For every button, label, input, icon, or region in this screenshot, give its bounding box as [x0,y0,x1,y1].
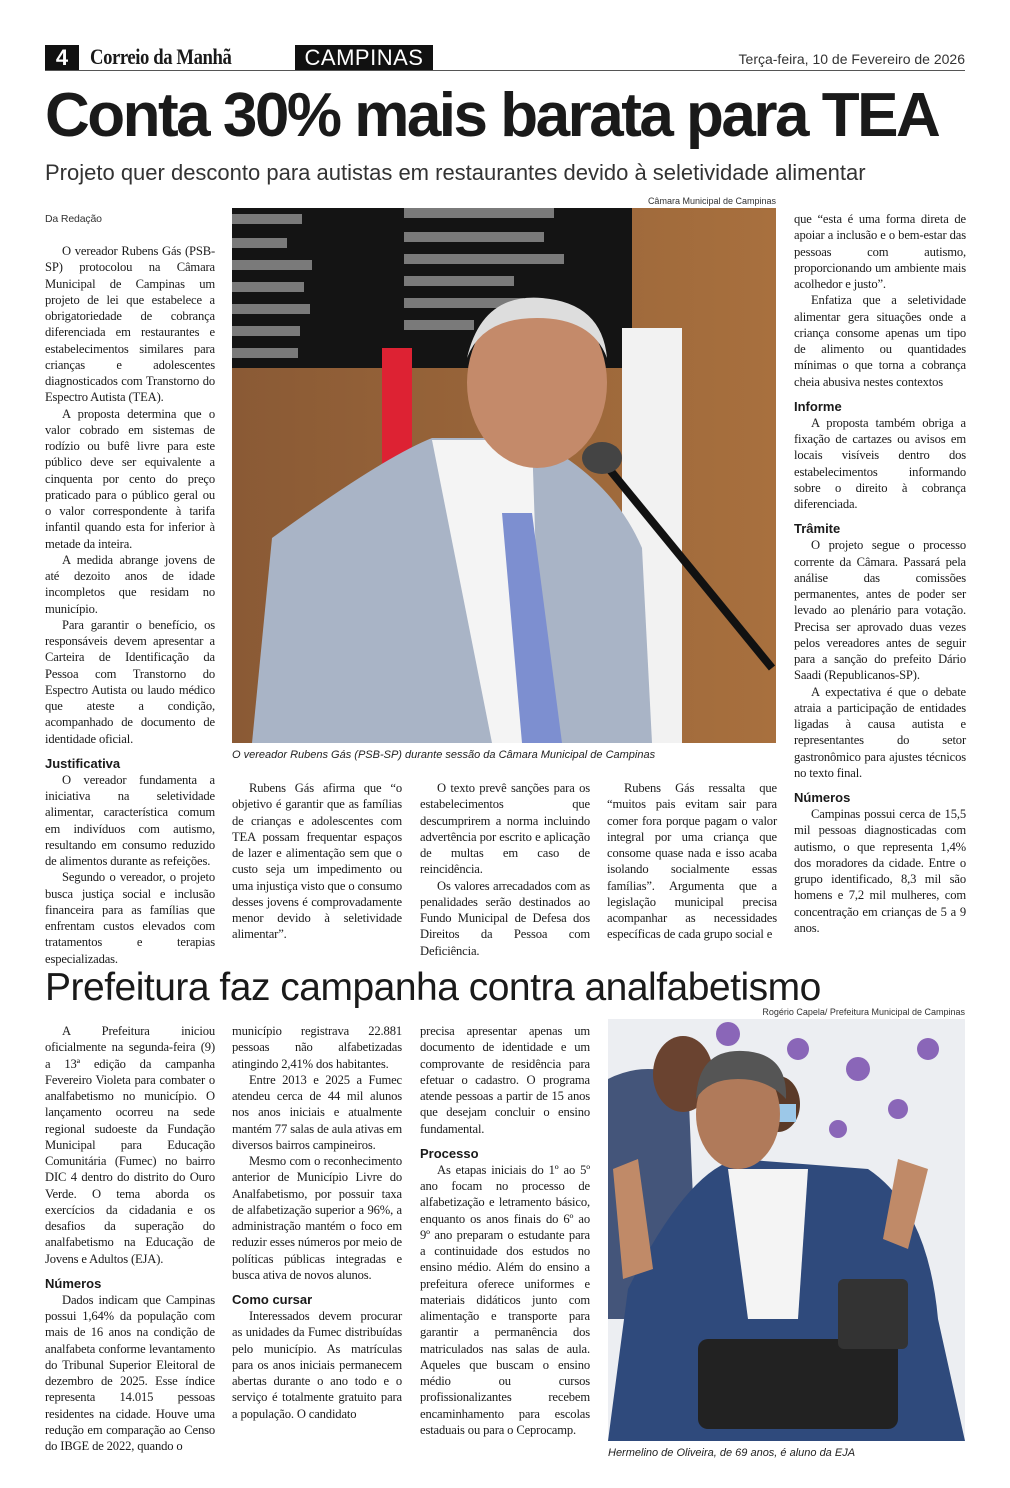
photo-caption: O vereador Rubens Gás (PSB-SP) durante sessão da Câmara Municipal de Campinas [232,749,656,761]
body-paragraph: que “esta é uma forma direta de apoiar a inclusão e o bem-estar das pessoas com autismo, proporcionando um ambiente mais acolhedor e justo”. [794,212,966,291]
photo-caption-2: Hermelino de Oliveira, de 69 anos, é aluno da EJA [608,1447,856,1459]
body-paragraph: Rubens Gás afirma que “o objetivo é garantir que as famílias de crianças e adolescentes com TEA possam frequentar espaços de lazer e alimentação sem que o custo seja um impedimento ou uma injustiça visto que o consumo desses jovens é comprovadamente menor devido à seletividade alimentar”. [232,781,402,942]
body-paragraph: Segundo o vereador, o projeto busca justiça social e inclusão financeira para as famílias que enfrentam custos elevados com tratamentos e terapias especializadas. [45,870,215,966]
section-subheading: Justificativa [45,755,121,771]
issue-date: Terça-feira, 10 de Fevereiro de 2026 [738,51,965,67]
section-label: CAMPINAS [295,45,433,71]
section-subheading: Processo [420,1145,479,1161]
article-column-4 [607,780,777,943]
article2-column-3 [420,1023,590,1438]
article-column-3 [420,780,590,958]
photo-credit-2: Rogério Capela/ Prefeitura Municipal de Campinas [762,1007,965,1017]
article-column-2 [232,780,402,943]
body-paragraph: O projeto segue o processo corrente da Câmara. Passará pela análise das comissões permanentes, antes de poder ser levado ao plenário para votação. Precisa ser aprovado duas vezes pelos vereadores antes de seguir para a sanção do prefeito Dário Saadi (Republicanos-SP). [794,538,966,683]
section-subheading: Números [45,1275,102,1291]
section-subheading: Números [794,790,851,805]
body-paragraph: Entre 2013 e 2025 a Fumec atendeu cerca de 44 mil alunos nos anos iniciais e atualmente mantém 77 salas de aula ativas em diversos bairros campineiros. [232,1072,402,1152]
body-paragraph: Interessados devem procurar as unidades da Fumec distribuídas pelo município. As matrículas para os anos iniciais permanecem abertas durante o ano todo e o serviço é totalmente gratuito para a população. O candidato [232,1309,402,1421]
body-paragraph: Dados indicam que Campinas possui 1,64% da população com mais de 16 anos na condição de analfabeta conforme levantamento do Tribunal Superior Eleitoral de dezembro de 2025. Esse índice representa 14.015 pessoas residentes na cidade. Houve uma redução em comparação ao Censo do IBGE de 2022, quando o [45,1292,215,1453]
body-paragraph: Campinas possui cerca de 15,5 mil pessoas diagnosticadas com autismo, o que representa 1,4% dos moradores da cidade. Entre o grupo identificado, 8,3 mil são homens e 7,2 mil mulheres, com concentração em crianças de 5 a 9 anos. [794,807,966,935]
body-paragraph: município registrava 22.881 pessoas não alfabetizadas atingindo 2,41% dos habitantes. [232,1024,402,1071]
article-photo [232,208,776,743]
page-number: 4 [45,45,79,71]
section-subheading: Como cursar [232,1292,313,1307]
body-paragraph: A proposta determina que o valor cobrado em sistemas de rodízio ou bufê livre para este público deve ser equivalente a cinquenta por cento do preço praticado para o público geral ou o valor correspondente à tarifa infantil quando esta for inferior à metade da inteira. [45,406,215,551]
article2-column-2 [232,1023,402,1422]
byline: Da Redação [45,213,102,225]
section-subheading: Trâmite [794,521,841,537]
masthead-logo: Correio da Manhã [90,44,232,69]
article-subheadline: Projeto quer desconto para autistas em restaurantes devido à seletividade alimentar [45,160,866,185]
body-paragraph: A Prefeitura iniciou oficialmente na segunda-feira (9) a 13ª edição da campanha Fevereiro Violeta para combater o analfabetismo no município. O lançamento ocorreu na sede regional sudoeste da Fundação Municipal para Educação Comunitária (Fumec) no bairro DIC 4 dentro do distrito do Ouro Verde. O tema aborda os exercícios da cidadania e os desafios da superação do analfabetismo na Educação de Jovens e Adultos (EJA). [45,1024,215,1266]
body-paragraph: A medida abrange jovens de até dezoito anos de idade incompletos que residam no município. [45,552,215,616]
article-headline: Conta 30% mais barata para TEA [45,81,939,150]
photo-credit: Câmara Municipal de Campinas [647,196,776,206]
body-paragraph: Rubens Gás ressalta que “muitos pais evitam sair para comer fora porque pagam o valor integral por uma criança que consome quase nada e isso acaba isolando socialmente essas famílias”. Argumenta que a legislação municipal precisa acompanhar as necessidades específicas de cada grupo social e [607,781,777,942]
article2-column-1 [45,1023,215,1454]
body-paragraph: Os valores arrecadados com as penalidades serão destinados ao Fundo Municipal de Defesa dos Direitos da Pessoa com Deficiência. [420,878,590,958]
body-paragraph: Mesmo com o reconhecimento anterior de Município Livre do Analfabetismo, por possuir taxa de alfabetização superior a 96%, a administração mantém o foco em reduzir esses números por meio de políticas públicas integradas e busca ativa de novos alunos. [232,1154,402,1282]
body-paragraph: O vereador fundamenta a iniciativa na seletividade alimentar, característica comum em indivíduos com autismo, resultando em consumo reduzido de alimentos durante as refeições. [45,772,215,868]
article2-photo [608,1019,965,1441]
article-headline-2: Prefeitura faz campanha contra analfabetismo [45,966,821,1009]
header-divider [45,70,965,71]
body-paragraph: precisa apresentar apenas um documento de identidade e um comprovante de residência para efetuar o cadastro. O programa atende pessoas a partir de 15 anos que desejam concluir o ensino fundamental. [420,1024,590,1136]
body-paragraph: O vereador Rubens Gás (PSB-SP) protocolou na Câmara Municipal de Campinas um projeto de lei que estabelece a obrigatoriedade de cobrança diferenciada em restaurantes e estabelecimentos similares para crianças e adolescentes diagnosticados com Transtorno do Espectro Autista (TEA). [45,244,215,405]
body-paragraph: A proposta também obriga a fixação de cartazes ou avisos em locais visíveis dentro dos estabelecimentos informando sobre o direito à cobrança diferenciada. [794,415,966,511]
body-paragraph: O texto prevê sanções para os estabelecimentos que descumprirem a norma incluindo advertência por escrito e aplicação de multas em caso de reincidência. [420,781,590,877]
body-paragraph: A expectativa é que o debate atraia a participação de entidades ligadas à causa autista e representantes do setor gastronômico para ajustes técnicos no texto final. [794,684,966,780]
body-paragraph: As etapas iniciais do 1º ao 5º ano focam no processo de alfabetização e letramento básico, enquanto os anos finais do 6º ao 9º ano preparam o estudante para a continuidade dos estudos no ensino médio. Além do ensino a prefeitura oferece uniformes e materiais didáticos junto com alimentação e transporte para garantir a permanência dos matriculados nas salas de aula. Aqueles que buscam o ensino médio ou cursos profissionalizantes recebem encaminhamento para escolas estaduais ou para o Ceprocamp. [420,1162,590,1437]
body-paragraph: Enfatiza que a seletividade alimentar gera situações onde a criança consome apenas um tipo de alimento ou quantidades mínimas o que torna a cobrança cheia abusiva nestes contextos [794,293,966,389]
section-subheading: Informe [794,398,842,414]
article-column-5 [794,211,966,936]
article-column-1 [45,213,215,966]
body-paragraph: Para garantir o benefício, os responsáveis devem apresentar a Carteira de Identificação da Pessoa com Transtorno do Espectro Autista ou laudo médico que ateste a condição, acompanhado de documento de identidade oficial. [45,617,215,746]
